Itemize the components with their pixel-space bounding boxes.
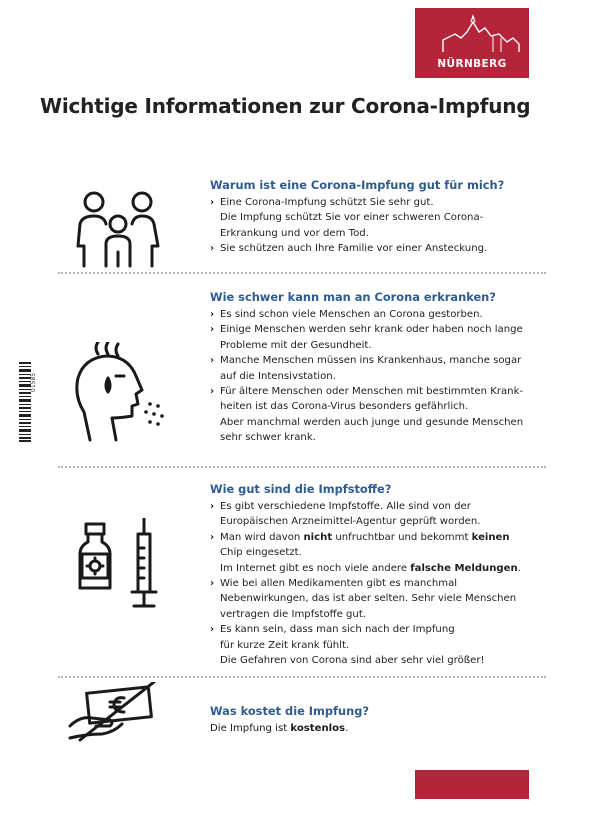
section-divider xyxy=(58,466,546,468)
nuernberg-logo xyxy=(415,8,529,78)
text-line: Die Gefahren von Corona sind aber sehr viel größer! xyxy=(220,655,485,667)
list-item: › Manche Menschen müssen ins Krankenhaus, manche sogar auf die Intensivstation. xyxy=(210,353,570,384)
family-icon xyxy=(70,190,170,272)
text-line: auf die Intensivstation. xyxy=(220,370,336,382)
section-heading: Wie schwer kann man an Corona erkranken? xyxy=(210,290,496,304)
text-line: Es sind schon viele Menschen an Corona gestorben. xyxy=(220,309,483,320)
section-how-severe xyxy=(210,290,570,446)
cost-text: Die Impfung ist kostenlos. xyxy=(210,723,349,734)
text-line: Im Internet gibt es noch viele andere falsche Meldungen. xyxy=(220,562,521,574)
list-item: › Wie bei allen Medikamenten gibt es manchmal Nebenwirkungen, das ist aber selten. Sehr viele Menschen vertragen die Impfstoffe gut. xyxy=(210,576,570,622)
vaccine-syringe-icon xyxy=(78,518,164,614)
side-number: 01585 xyxy=(30,372,37,392)
list-item: › Einige Menschen werden sehr krank oder haben noch lange Probleme mit der Gesundheit. xyxy=(210,322,570,353)
text-line: Eine Corona-Impfung schützt Sie sehr gut. xyxy=(220,197,434,208)
list-item: › Für ältere Menschen oder Menschen mit bestimmten Krank- heiten ist das Corona-Virus besonders gefährlich. Aber manchmal werden auch junge und gesunde Menschen sehr schwer krank. xyxy=(210,384,570,446)
text-line: für kurze Zeit krank fühlt. xyxy=(220,639,350,651)
section-why-vaccinate xyxy=(210,178,570,257)
text-line: Europäischen Arzneimittel-Agentur geprüft worden. xyxy=(220,516,481,528)
list-item: › Es gibt verschiedene Impfstoffe. Alle sind von der Europäischen Arzneimittel-Agentur geprüft worden. xyxy=(210,499,570,530)
text-line: Für ältere Menschen oder Menschen mit bestimmten Krank- xyxy=(220,386,524,398)
bottom-brand-bar xyxy=(415,770,529,799)
text-line: sehr schwer krank. xyxy=(220,432,316,444)
section-heading: Warum ist eine Corona-Impfung gut für mich? xyxy=(210,178,505,192)
text-line: Probleme mit der Gesundheit. xyxy=(220,339,372,351)
text-line: Nebenwirkungen, das ist aber selten. Sehr viele Menschen xyxy=(220,593,517,605)
text-line: Sie schützen auch Ihre Familie vor einer Ansteckung. xyxy=(220,243,488,255)
logo-text: NÜRNBERG xyxy=(437,58,507,70)
text-line: heiten ist das Corona-Virus besonders gefährlich. xyxy=(220,401,469,413)
section-divider xyxy=(58,676,546,678)
section-heading: Wie gut sind die Impfstoffe? xyxy=(210,482,392,496)
page-title: Wichtige Informationen zur Corona-Impfung xyxy=(40,94,531,118)
list-item: › Es kann sein, dass man sich nach der Impfung für kurze Zeit krank fühlt. Die Gefahren von Corona sind aber sehr viel größer! xyxy=(210,622,570,668)
text-line: Aber manchmal werden auch junge und gesunde Menschen xyxy=(220,416,524,428)
text-line: Manche Menschen müssen ins Krankenhaus, manche sogar xyxy=(220,355,522,367)
text-line: vertragen die Impfstoffe gut. xyxy=(220,608,366,620)
text-line: Man wird davon nicht unfruchtbar und bekommt keinen xyxy=(220,531,510,543)
text-line: Erkrankung und vor dem Tod. xyxy=(220,227,369,239)
text-line: Es gibt verschiedene Impfstoffe. Alle sind von der xyxy=(220,501,471,512)
list-item: › Man wird davon nicht unfruchtbar und bekommt keinen Chip eingesetzt. Im Internet gibt es noch viele andere falsche Meldungen. xyxy=(210,530,570,576)
section-cost xyxy=(210,704,570,736)
text-line: Es kann sein, dass man sich nach der Impfung xyxy=(220,624,455,636)
text-line: Einige Menschen werden sehr krank oder haben noch lange xyxy=(220,324,523,336)
list-item: › Es sind schon viele Menschen an Corona gestorben. xyxy=(210,307,570,322)
section-heading: Was kostet die Impfung? xyxy=(210,704,369,718)
list-item: › Sie schützen auch Ihre Familie vor einer Ansteckung. xyxy=(210,241,570,256)
sick-person-icon xyxy=(66,342,166,442)
section-divider xyxy=(58,272,546,274)
no-money-icon xyxy=(66,682,162,744)
text-line: Chip eingesetzt. xyxy=(220,547,302,559)
text-line: Die Impfung schützt Sie vor einer schweren Corona- xyxy=(220,212,484,224)
section-vaccines xyxy=(210,482,570,668)
list-item: › Eine Corona-Impfung schützt Sie sehr gut. Die Impfung schützt Sie vor einer schweren Corona- Erkrankung und vor dem Tod. xyxy=(210,195,570,241)
text-line: Wie bei allen Medikamenten gibt es manchmal xyxy=(220,578,458,590)
